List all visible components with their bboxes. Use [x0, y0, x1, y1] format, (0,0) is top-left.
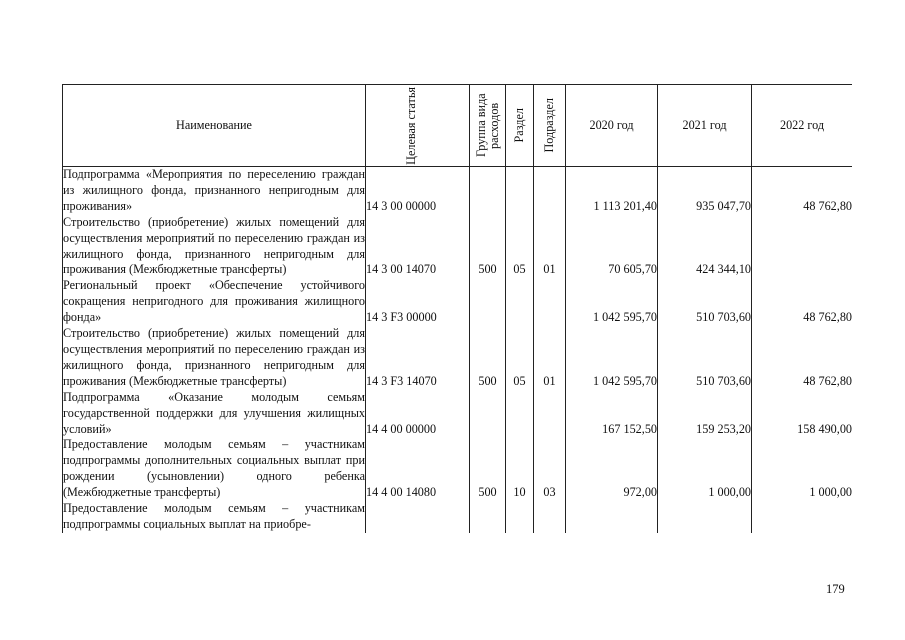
- row-code: 14 3 F3 14070: [366, 326, 470, 390]
- row-name: Подпрограмма «Оказание молодым семьям государственной поддержки для улучшения жилищных условий»: [63, 389, 365, 436]
- row-2021: 935 047,70: [658, 167, 752, 215]
- row-2021: 159 253,20: [658, 390, 752, 438]
- table-row: [63, 215, 853, 279]
- row-code: 14 3 00 14070: [366, 215, 470, 279]
- header-2021: 2021 год: [658, 85, 752, 167]
- table-row: [63, 501, 853, 533]
- header-2020: 2020 год: [566, 85, 658, 167]
- row-2020: 70 605,70: [566, 215, 658, 279]
- row-2020: 1 113 201,40: [566, 167, 658, 215]
- row-2022: 48 762,80: [752, 278, 853, 326]
- row-2022: [752, 215, 853, 279]
- row-section: 05: [506, 215, 534, 279]
- row-code: 14 4 00 00000: [366, 390, 470, 438]
- row-2021: 424 344,10: [658, 215, 752, 279]
- header-group: [470, 85, 506, 167]
- header-section-label: Раздел: [512, 108, 526, 143]
- row-section: [506, 501, 534, 533]
- row-group: 500: [470, 437, 506, 501]
- row-2020: 167 152,50: [566, 390, 658, 438]
- table-row: [63, 278, 853, 326]
- row-code: 14 4 00 14080: [366, 437, 470, 501]
- row-2021: 510 703,60: [658, 326, 752, 390]
- row-section: [506, 390, 534, 438]
- header-name: Наименование: [63, 85, 366, 167]
- row-2022: 158 490,00: [752, 390, 853, 438]
- budget-table: [62, 84, 852, 533]
- table-row: [63, 437, 853, 501]
- table-row: [63, 167, 853, 215]
- row-2021: 510 703,60: [658, 278, 752, 326]
- row-2020: [566, 501, 658, 533]
- row-code: 14 3 00 00000: [366, 167, 470, 215]
- row-2021: 1 000,00: [658, 437, 752, 501]
- header-subsection: [534, 85, 566, 167]
- row-group: 500: [470, 326, 506, 390]
- row-2021: [658, 501, 752, 533]
- row-subsection: 01: [534, 326, 566, 390]
- row-name: Строительство (приобретение) жилых помещений для осуществления мероприятий по переселению граждан из жилищного фонда, признанного непригодным для проживания (Межбюджетные трансферты): [63, 326, 365, 388]
- row-section: 05: [506, 326, 534, 390]
- row-subsection: [534, 501, 566, 533]
- row-subsection: [534, 167, 566, 215]
- row-group: [470, 501, 506, 533]
- row-subsection: [534, 278, 566, 326]
- row-section: [506, 278, 534, 326]
- row-code: [366, 501, 470, 533]
- page-number: 179: [826, 582, 845, 596]
- row-name: Строительство (приобретение) жилых помещений для осуществления мероприятий по переселению граждан из жилищного фонда, признанного непригодным для проживания (Межбюджетные трансферты): [63, 214, 365, 277]
- row-group: [470, 390, 506, 438]
- header-group-label: Группа вида расходов: [473, 93, 501, 158]
- row-group: 500: [470, 215, 506, 279]
- document-page: [62, 84, 852, 568]
- row-code: 14 3 F3 00000: [366, 278, 470, 326]
- row-name: Предоставление молодым семьям – участникам подпрограммы социальных выплат на приобре-: [63, 501, 365, 531]
- row-2022: 48 762,80: [752, 167, 853, 215]
- row-group: [470, 167, 506, 215]
- row-group: [470, 278, 506, 326]
- row-subsection: 01: [534, 215, 566, 279]
- table-header-row: [63, 85, 853, 167]
- row-subsection: [534, 390, 566, 438]
- row-2020: 1 042 595,70: [566, 278, 658, 326]
- header-2022: 2022 год: [752, 85, 853, 167]
- row-name: Региональный проект «Обеспечение устойчивого сокращения непригодного для проживания жилищного фонда»: [63, 278, 365, 325]
- header-target-label: Целевая статья: [403, 86, 418, 165]
- header-subsection-label: Подраздел: [542, 98, 556, 153]
- row-2022: 1 000,00: [752, 437, 853, 501]
- row-name: Предоставление молодым семьям – участникам подпрограммы дополнительных социальных выплат при рождении (усыновлении) одного ребенка (Межбюджетные трансферты): [63, 437, 365, 500]
- row-section: 10: [506, 437, 534, 501]
- row-2020: 972,00: [566, 437, 658, 501]
- row-name: Подпрограмма «Мероприятия по переселению граждан из жилищного фонда, признанного непригодным для проживания»: [63, 167, 365, 213]
- header-target: [366, 85, 470, 167]
- row-2022: [752, 501, 853, 533]
- table-row: [63, 390, 853, 438]
- table-row: [63, 326, 853, 390]
- row-2020: 1 042 595,70: [566, 326, 658, 390]
- row-2022: 48 762,80: [752, 326, 853, 390]
- row-subsection: 03: [534, 437, 566, 501]
- header-section: [506, 85, 534, 167]
- row-section: [506, 167, 534, 215]
